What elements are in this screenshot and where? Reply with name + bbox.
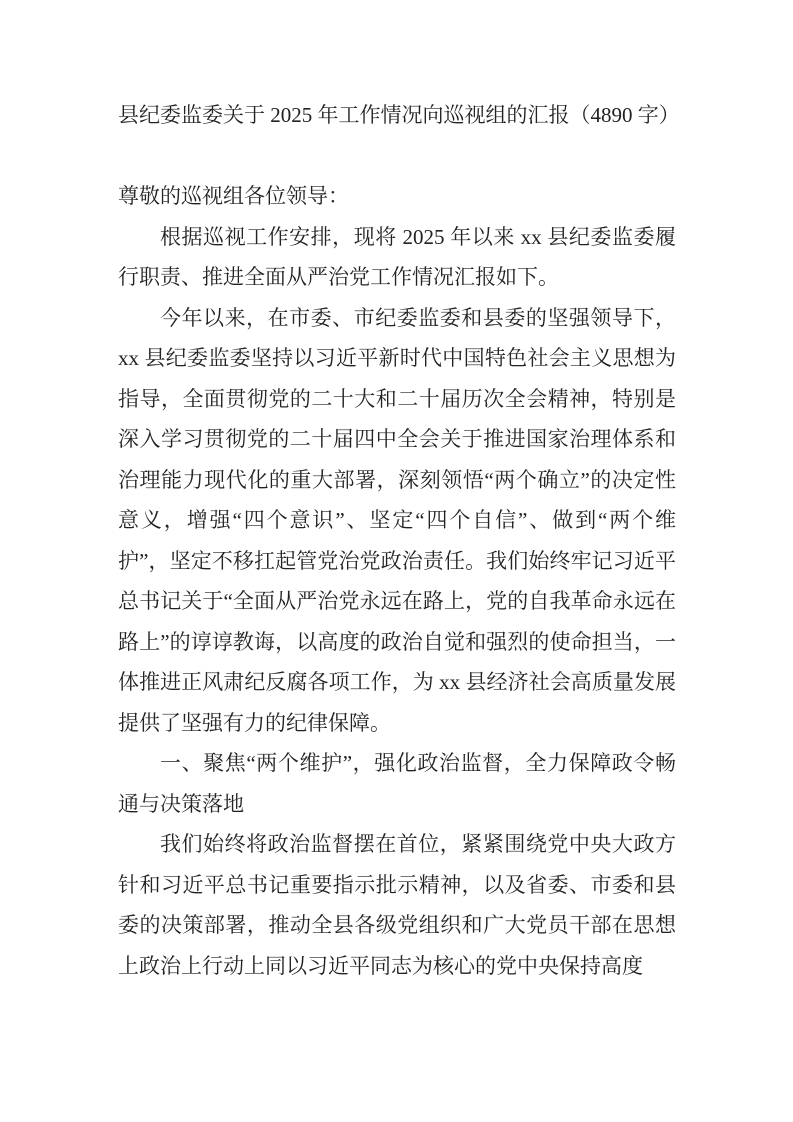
paragraph-intro: 根据巡视工作安排，现将 2025 年以来 xx 县纪委监委履行职责、推进全面从严治党工作情况汇报如下。 — [118, 224, 676, 289]
salutation: 尊敬的巡视组各位领导： — [118, 184, 349, 208]
document-title: 县纪委监委关于 2025 年工作情况向巡视组的汇报（4890 字） — [118, 103, 680, 127]
section-heading-1: 一、聚焦“两个维护”，强化政治监督，全力保障政令畅通与决策落地 — [118, 751, 676, 816]
paragraph-overview: 今年以来，在市委、市纪委监委和县委的坚强领导下，xx 县纪委监委坚持以习近平新时代中国特色社会主义思想为指导，全面贯彻党的二十大和二十届历次全会精神，特别是深入学习贯彻党的二十届四中全会关于推进国家治理体系和治理能力现代化的重大部署，深刻领悟“两个确立”的决定性意义，增强“四个意识”、坚定“四个自信”、做到“两个维护”，坚定不移扛起管党治党政治责任。我们始终牢记习近平总书记关于“全面从严治党永远在路上，党的自我革命永远在路上”的谆谆教诲，以高度的政治自觉和强烈的使命担当，一体推进正风肃纪反腐各项工作，为 xx 县经济社会高质量发展提供了坚强有力的纪律保障。 — [118, 305, 676, 735]
paragraph-section-1-body: 我们始终将政治监督摆在首位，紧紧围绕党中央大政方针和习近平总书记重要指示批示精神，以及省委、市委和县委的决策部署，推动全县各级党组织和广大党员干部在思想上政治上行动上同以习近平同志为核心的党中央保持高度 — [118, 832, 676, 978]
